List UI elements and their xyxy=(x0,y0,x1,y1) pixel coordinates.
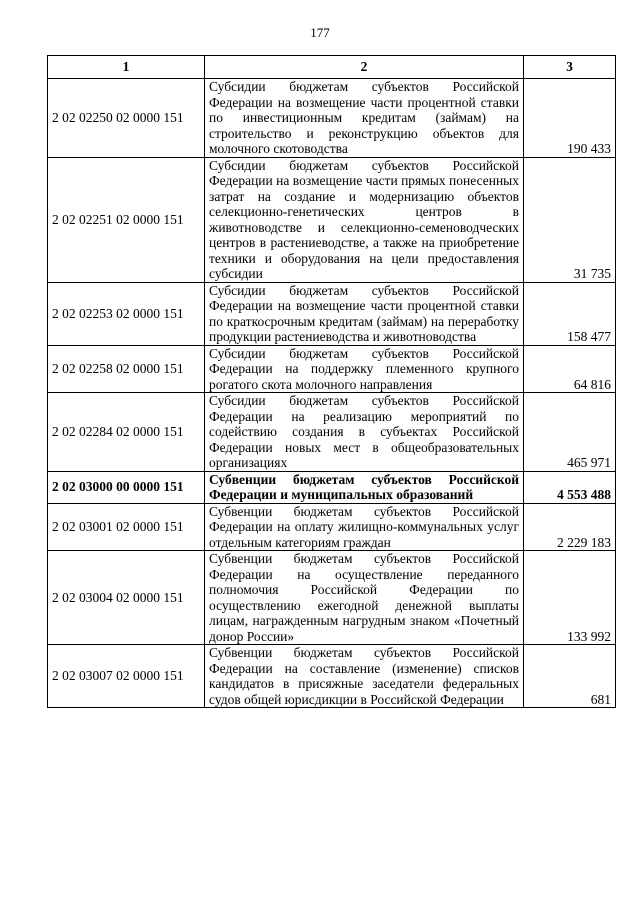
table-row xyxy=(48,79,616,158)
header-col-3: 3 xyxy=(524,56,616,79)
header-col-2: 2 xyxy=(205,56,524,79)
row-description: Субвенции бюджетам субъектов Российской Федерации и муниципальных образований xyxy=(205,471,524,503)
row-code: 2 02 03007 02 0000 151 xyxy=(48,645,205,708)
table-row xyxy=(48,393,616,472)
table-row xyxy=(48,645,616,708)
row-amount: 4 553 488 xyxy=(524,471,616,503)
page-number: 177 xyxy=(310,25,330,40)
row-code: 2 02 03004 02 0000 151 xyxy=(48,551,205,645)
row-amount: 158 477 xyxy=(524,282,616,345)
row-description: Субсидии бюджетам субъектов Российской Федерации на возмещение части процентной ставки по инвестиционным кредитам (займам) на строительство и реконструкцию объектов для молочного скотоводства xyxy=(205,79,524,158)
budget-table xyxy=(47,55,616,708)
row-description: Субсидии бюджетам субъектов Российской Федерации на возмещение части процентной ставки по краткосрочным кредитам (займам) на переработку продукции растениеводства и животноводства xyxy=(205,282,524,345)
budget-table-body xyxy=(48,56,616,708)
table-row xyxy=(48,471,616,503)
row-code: 2 02 02251 02 0000 151 xyxy=(48,157,205,282)
row-amount: 681 xyxy=(524,645,616,708)
table-header-row xyxy=(48,56,616,79)
row-code: 2 02 02284 02 0000 151 xyxy=(48,393,205,472)
row-description: Субвенции бюджетам субъектов Российской Федерации на составление (изменение) списков кандидатов в присяжные заседатели федеральных судов общей юрисдикции в Российской Федерации xyxy=(205,645,524,708)
row-description: Субвенции бюджетам субъектов Российской Федерации на осуществление переданного полномочия Российской Федерации по осуществлению ежегодной денежной выплаты лицам, награжденным нагрудным знаком «Почетный донор России» xyxy=(205,551,524,645)
row-amount: 465 971 xyxy=(524,393,616,472)
row-description: Субвенции бюджетам субъектов Российской Федерации на оплату жилищно-коммунальных услуг отдельным категориям граждан xyxy=(205,503,524,551)
table-row xyxy=(48,157,616,282)
row-code: 2 02 02258 02 0000 151 xyxy=(48,345,205,393)
row-description: Субсидии бюджетам субъектов Российской Федерации на поддержку племенного крупного рогатого скота молочного направления xyxy=(205,345,524,393)
table-row xyxy=(48,282,616,345)
row-code: 2 02 03000 00 0000 151 xyxy=(48,471,205,503)
row-description: Субсидии бюджетам субъектов Российской Федерации на возмещение части прямых понесенных затрат на создание и модернизацию объектов селекционно-генетических центров в животноводстве и селекционно-семеноводческих центров в растениеводстве, а также на приобретение техники и оборудования на цели предоставления субсидии xyxy=(205,157,524,282)
row-amount: 190 433 xyxy=(524,79,616,158)
row-code: 2 02 02250 02 0000 151 xyxy=(48,79,205,158)
row-amount: 64 816 xyxy=(524,345,616,393)
row-amount: 2 229 183 xyxy=(524,503,616,551)
header-col-1: 1 xyxy=(48,56,205,79)
row-code: 2 02 02253 02 0000 151 xyxy=(48,282,205,345)
table-row xyxy=(48,503,616,551)
table-row xyxy=(48,551,616,645)
table-row xyxy=(48,345,616,393)
row-code: 2 02 03001 02 0000 151 xyxy=(48,503,205,551)
row-amount: 31 735 xyxy=(524,157,616,282)
row-description: Субсидии бюджетам субъектов Российской Федерации на реализацию мероприятий по содействию создания в субъектах Российской Федерации новых мест в общеобразовательных организациях xyxy=(205,393,524,472)
row-amount: 133 992 xyxy=(524,551,616,645)
